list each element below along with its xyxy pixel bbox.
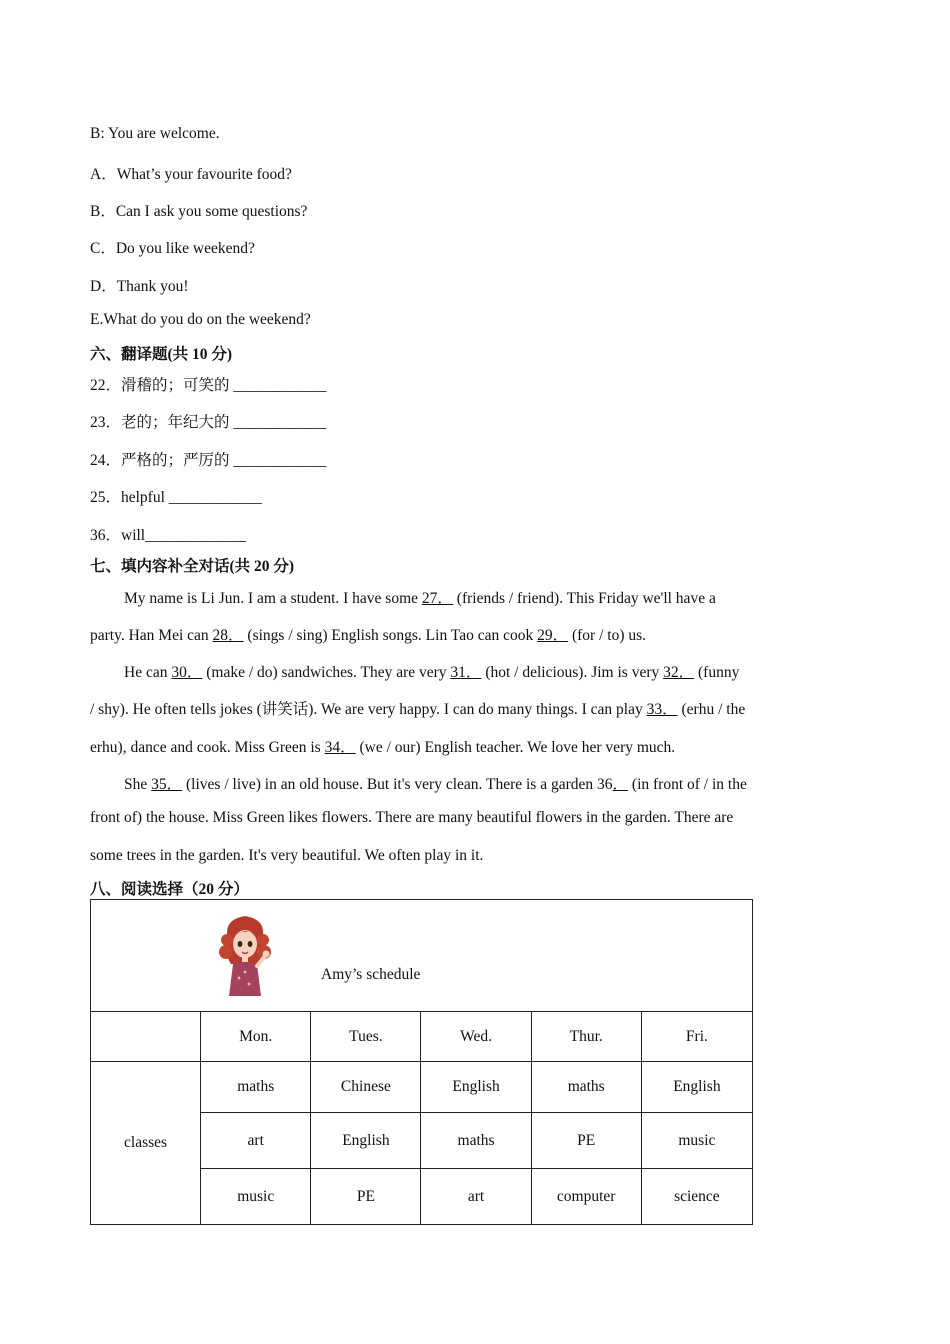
blank-number: 28．	[212, 627, 244, 644]
day-header: Wed.	[421, 1012, 531, 1062]
class-cell: science	[641, 1169, 752, 1225]
class-cell: PE	[311, 1169, 421, 1225]
dialogue-b-line: B: You are welcome.	[90, 125, 220, 142]
cloze-line	[90, 697, 810, 719]
class-cell: English	[421, 1062, 531, 1113]
translation-item-23: 23．老的；年纪大的 ____________	[90, 414, 327, 431]
class-cell: English	[641, 1062, 752, 1113]
class-cell: computer	[531, 1169, 641, 1225]
schedule-title: Amy’s schedule	[321, 966, 421, 983]
blank-number: ．	[612, 776, 629, 793]
blank-number: 34．	[324, 739, 356, 756]
day-header: Thur.	[531, 1012, 641, 1062]
class-cell: PE	[531, 1113, 641, 1169]
day-header: Fri.	[641, 1012, 752, 1062]
cloze-text: erhu), dance and cook. Miss Green is	[90, 739, 325, 756]
class-cell: music	[641, 1113, 752, 1169]
translation-item-22: 22．滑稽的；可笑的 ____________	[90, 377, 327, 394]
table-row	[91, 1062, 753, 1113]
cloze-text: (in front of / in the	[628, 776, 747, 793]
class-cell: art	[201, 1113, 311, 1169]
translation-item-36: 36．will_____________	[90, 527, 246, 544]
section6-heading: 六、翻译题(共 10 分)	[90, 346, 233, 363]
cloze-text: front of) the house. Miss Green likes flowers. There are many beautiful flowers in the garden. There are	[90, 809, 734, 826]
cloze-line	[124, 772, 844, 794]
blank-number: 32．	[663, 664, 695, 681]
option-a: A．What’s your favourite food?	[90, 166, 292, 183]
cloze-text: party. Han Mei can	[90, 627, 213, 644]
cloze-line	[90, 623, 810, 645]
class-cell: art	[421, 1169, 531, 1225]
days-row	[91, 1012, 753, 1062]
cloze-text: My name is Li Jun. I am a student. I have some	[124, 590, 422, 607]
cloze-line	[90, 809, 810, 827]
class-cell: maths	[531, 1062, 641, 1113]
cloze-text: (friends / friend). This Friday we'll have a	[452, 590, 716, 607]
cloze-text: (for / to) us.	[568, 627, 647, 644]
blank-number: 29．	[537, 627, 569, 644]
section8-heading: 八、阅读选择（20 分）	[90, 881, 249, 898]
cloze-text: some trees in the garden. It's very beautiful. We often play in it.	[90, 847, 484, 864]
blank-number: 33．	[646, 701, 678, 718]
cloze-text: / shy). He often tells jokes (讲笑话). We are very happy. I can do many things. I can play	[90, 701, 647, 718]
empty-header-cell	[91, 1012, 201, 1062]
cloze-line	[124, 660, 844, 682]
cloze-line	[90, 735, 810, 757]
class-cell: maths	[201, 1062, 311, 1113]
cloze-text: (lives / live) in an old house. But it's very clean. There is a garden 36	[182, 776, 613, 793]
blank-number: 31．	[450, 664, 482, 681]
schedule-table	[90, 899, 753, 1225]
translation-item-24: 24．严格的；严厉的 ____________	[90, 452, 327, 469]
blank-number: 27．	[421, 590, 453, 607]
class-cell: music	[201, 1169, 311, 1225]
option-c: C．Do you like weekend?	[90, 240, 255, 257]
blank-number: 35．	[151, 776, 183, 793]
cloze-text: (we / our) English teacher. We love her very much.	[355, 739, 676, 756]
option-e: E.What do you do on the weekend?	[90, 311, 311, 328]
class-cell: maths	[421, 1113, 531, 1169]
option-b: B．Can I ask you some questions?	[90, 203, 308, 220]
cloze-text: (hot / delicious). Jim is very	[481, 664, 664, 681]
cloze-line	[124, 586, 844, 608]
cloze-text: (erhu / the	[677, 701, 746, 718]
day-header: Mon.	[201, 1012, 311, 1062]
day-header: Tues.	[311, 1012, 421, 1062]
class-cell: Chinese	[311, 1062, 421, 1113]
translation-item-25: 25．helpful ____________	[90, 489, 262, 506]
section7-heading: 七、填内容补全对话(共 20 分)	[90, 558, 295, 575]
row-label: classes	[91, 1062, 201, 1225]
option-d: D．Thank you!	[90, 278, 189, 295]
girl-illustration	[215, 912, 275, 998]
class-cell: English	[311, 1113, 421, 1169]
cloze-text: He can	[124, 664, 172, 681]
cloze-text: (sings / sing) English songs. Lin Tao can cook	[243, 627, 538, 644]
schedule-title-cell	[91, 900, 753, 1012]
cloze-text: (make / do) sandwiches. They are very	[202, 664, 451, 681]
blank-number: 30．	[171, 664, 203, 681]
cloze-text: (funny	[694, 664, 740, 681]
cloze-text: She	[124, 776, 152, 793]
cloze-line	[90, 847, 810, 865]
